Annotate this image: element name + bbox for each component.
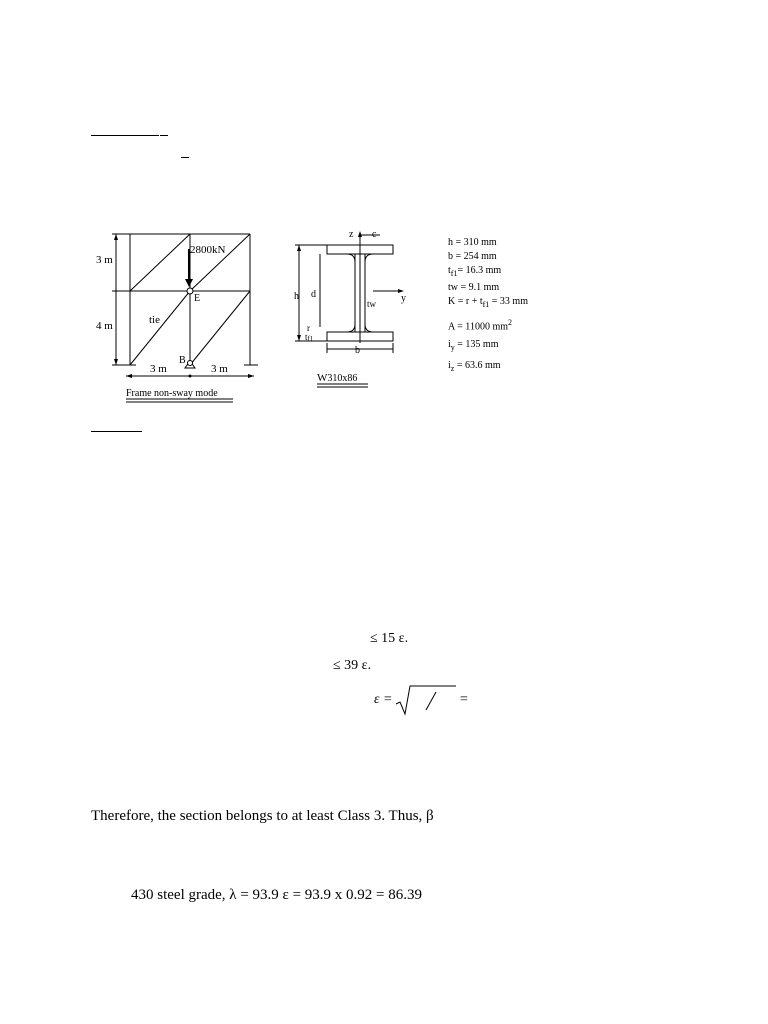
prop-iy: $i_y = 135$ mm [448,339,499,353]
load-label: 2800kN [190,244,226,256]
prop-area: A = 11000 $mm^2$ [448,318,512,333]
epsilon-equals: = [460,692,468,707]
tf-label: tf1 [305,332,314,343]
bay-left-label: 3 m [150,363,167,375]
subheading-dash [181,157,189,158]
node-b-label: B [179,355,186,366]
axis-z-label: z [349,229,354,240]
frame-diagram [90,225,270,405]
epsilon-lhs: ε = [374,692,393,707]
b-dim-label: b [355,345,360,356]
sqrt-sign [394,684,484,716]
section-underline [91,431,142,432]
d-dim-label: d [311,289,316,300]
web-limit: ≤ 39 ε. [333,658,372,673]
flange-limit: ≤ 15 ε. [370,631,409,646]
prop-k: $K = r + t_{f1} = 33$ mm [448,296,528,309]
axis-y-label: y [401,293,406,304]
heading-underline-dot [160,135,168,136]
section-diagram [285,225,420,390]
prop-h: h = 310 mm [448,237,497,248]
tw-label: tw [367,299,376,309]
lambda-line: 430 steel grade, λ = 93.9 ε = 93.9 x 0.92 = 86.39 [131,887,422,903]
heading-underline [91,135,159,136]
r-label: r [307,323,310,333]
bay-right-label: 3 m [211,363,228,375]
section-properties [448,236,528,376]
h-dim-label: h [294,291,299,302]
prop-tw: tw = 9.1 mm [448,282,500,293]
tie-label: tie [149,314,160,326]
prop-iz: $i_z = 63.6$ mm [448,360,501,374]
bottom-span-label: 4 m [96,320,113,332]
prop-b: b = 254 mm [448,251,497,262]
prop-tf: $t_{f1}= 16.3$ mm [448,265,502,278]
class-statement: Therefore, the section belongs to at least Class 3. Thus, β [91,808,434,824]
top-span-label: 3 m [96,254,113,266]
epsilon-formula [370,684,480,716]
section-designation: W310x86 [317,372,358,384]
axis-c-label: c [372,229,377,240]
node-e-label: E [194,293,201,304]
frame-caption: Frame non-sway mode [126,388,218,399]
